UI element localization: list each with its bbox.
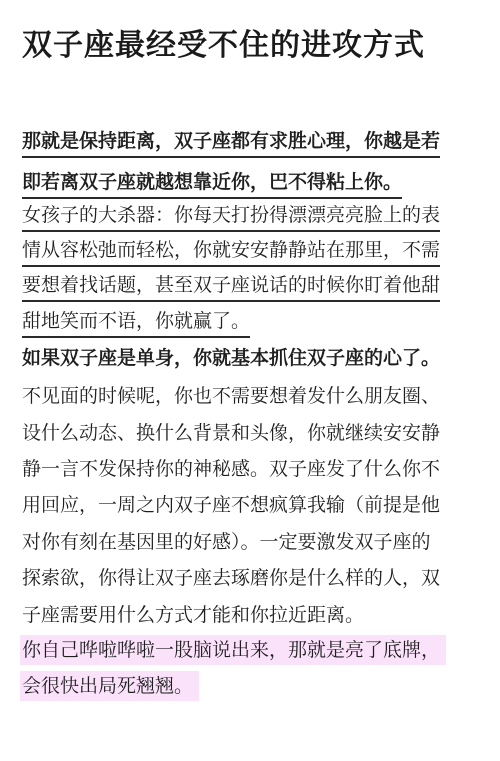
article-title: 双子座最经受不住的进攻方式 [22,28,425,63]
paragraph-4-line-2 [22,673,199,699]
paragraph-3-line-1: 不见面的时候呢，你也不需要想着发什么朋友圈、 [22,385,441,407]
underlined-text: 女孩子的大杀器：你每天打扮得漂漂亮亮脸上的表 [22,204,440,232]
paragraph-3-line-3: 静一言不发保持你的神秘感。双子座发了什么你不 [22,458,441,480]
paragraph-1-line-1 [22,128,440,154]
highlighted-text: 会很快出局死翘翘。 [20,671,199,701]
paragraph-4-line-1 [22,637,446,663]
paragraph-2-line-3 [22,272,440,298]
paragraph-1-line-2 [22,169,402,195]
underlined-text: 甜地笑而不语，你就赢了。 [22,310,250,338]
paragraph-3-line-2: 设什么动态、换什么背景和头像，你就继续安安静 [22,422,441,444]
paragraph-3-bold-line: 如果双子座是单身，你就基本抓住双子座的心了。 [22,347,441,369]
underlined-text: 即若离双子座就越想靠近你，巴不得粘上你。 [22,171,402,199]
underlined-text: 要想着找话题，甚至双子座说话的时候你盯着他甜 [22,274,440,302]
underlined-text: 情从容松弛而轻松，你就安安静静站在那里，不需 [22,239,440,267]
paragraph-2-line-2 [22,237,440,263]
paragraph-3-line-6: 探索欲，你得让双子座去琢磨你是什么样的人，双 [22,567,441,589]
paragraph-2-line-4 [22,308,250,334]
paragraph-2-line-1 [22,202,440,228]
highlighted-text: 你自己哗啦哗啦一股脑说出来，那就是亮了底牌， [20,635,446,665]
paragraph-3-line-7: 子座需要用什么方式才能和你拉近距离。 [22,604,365,626]
underlined-text: 那就是保持距离，双子座都有求胜心理，你越是若 [22,130,440,158]
paragraph-3-line-4: 用回应，一周之内双子座不想疯算我输（前提是他 [22,494,441,516]
paragraph-3-line-5: 对你有刻在基因里的好感）。一定要激发双子座的 [22,531,431,553]
